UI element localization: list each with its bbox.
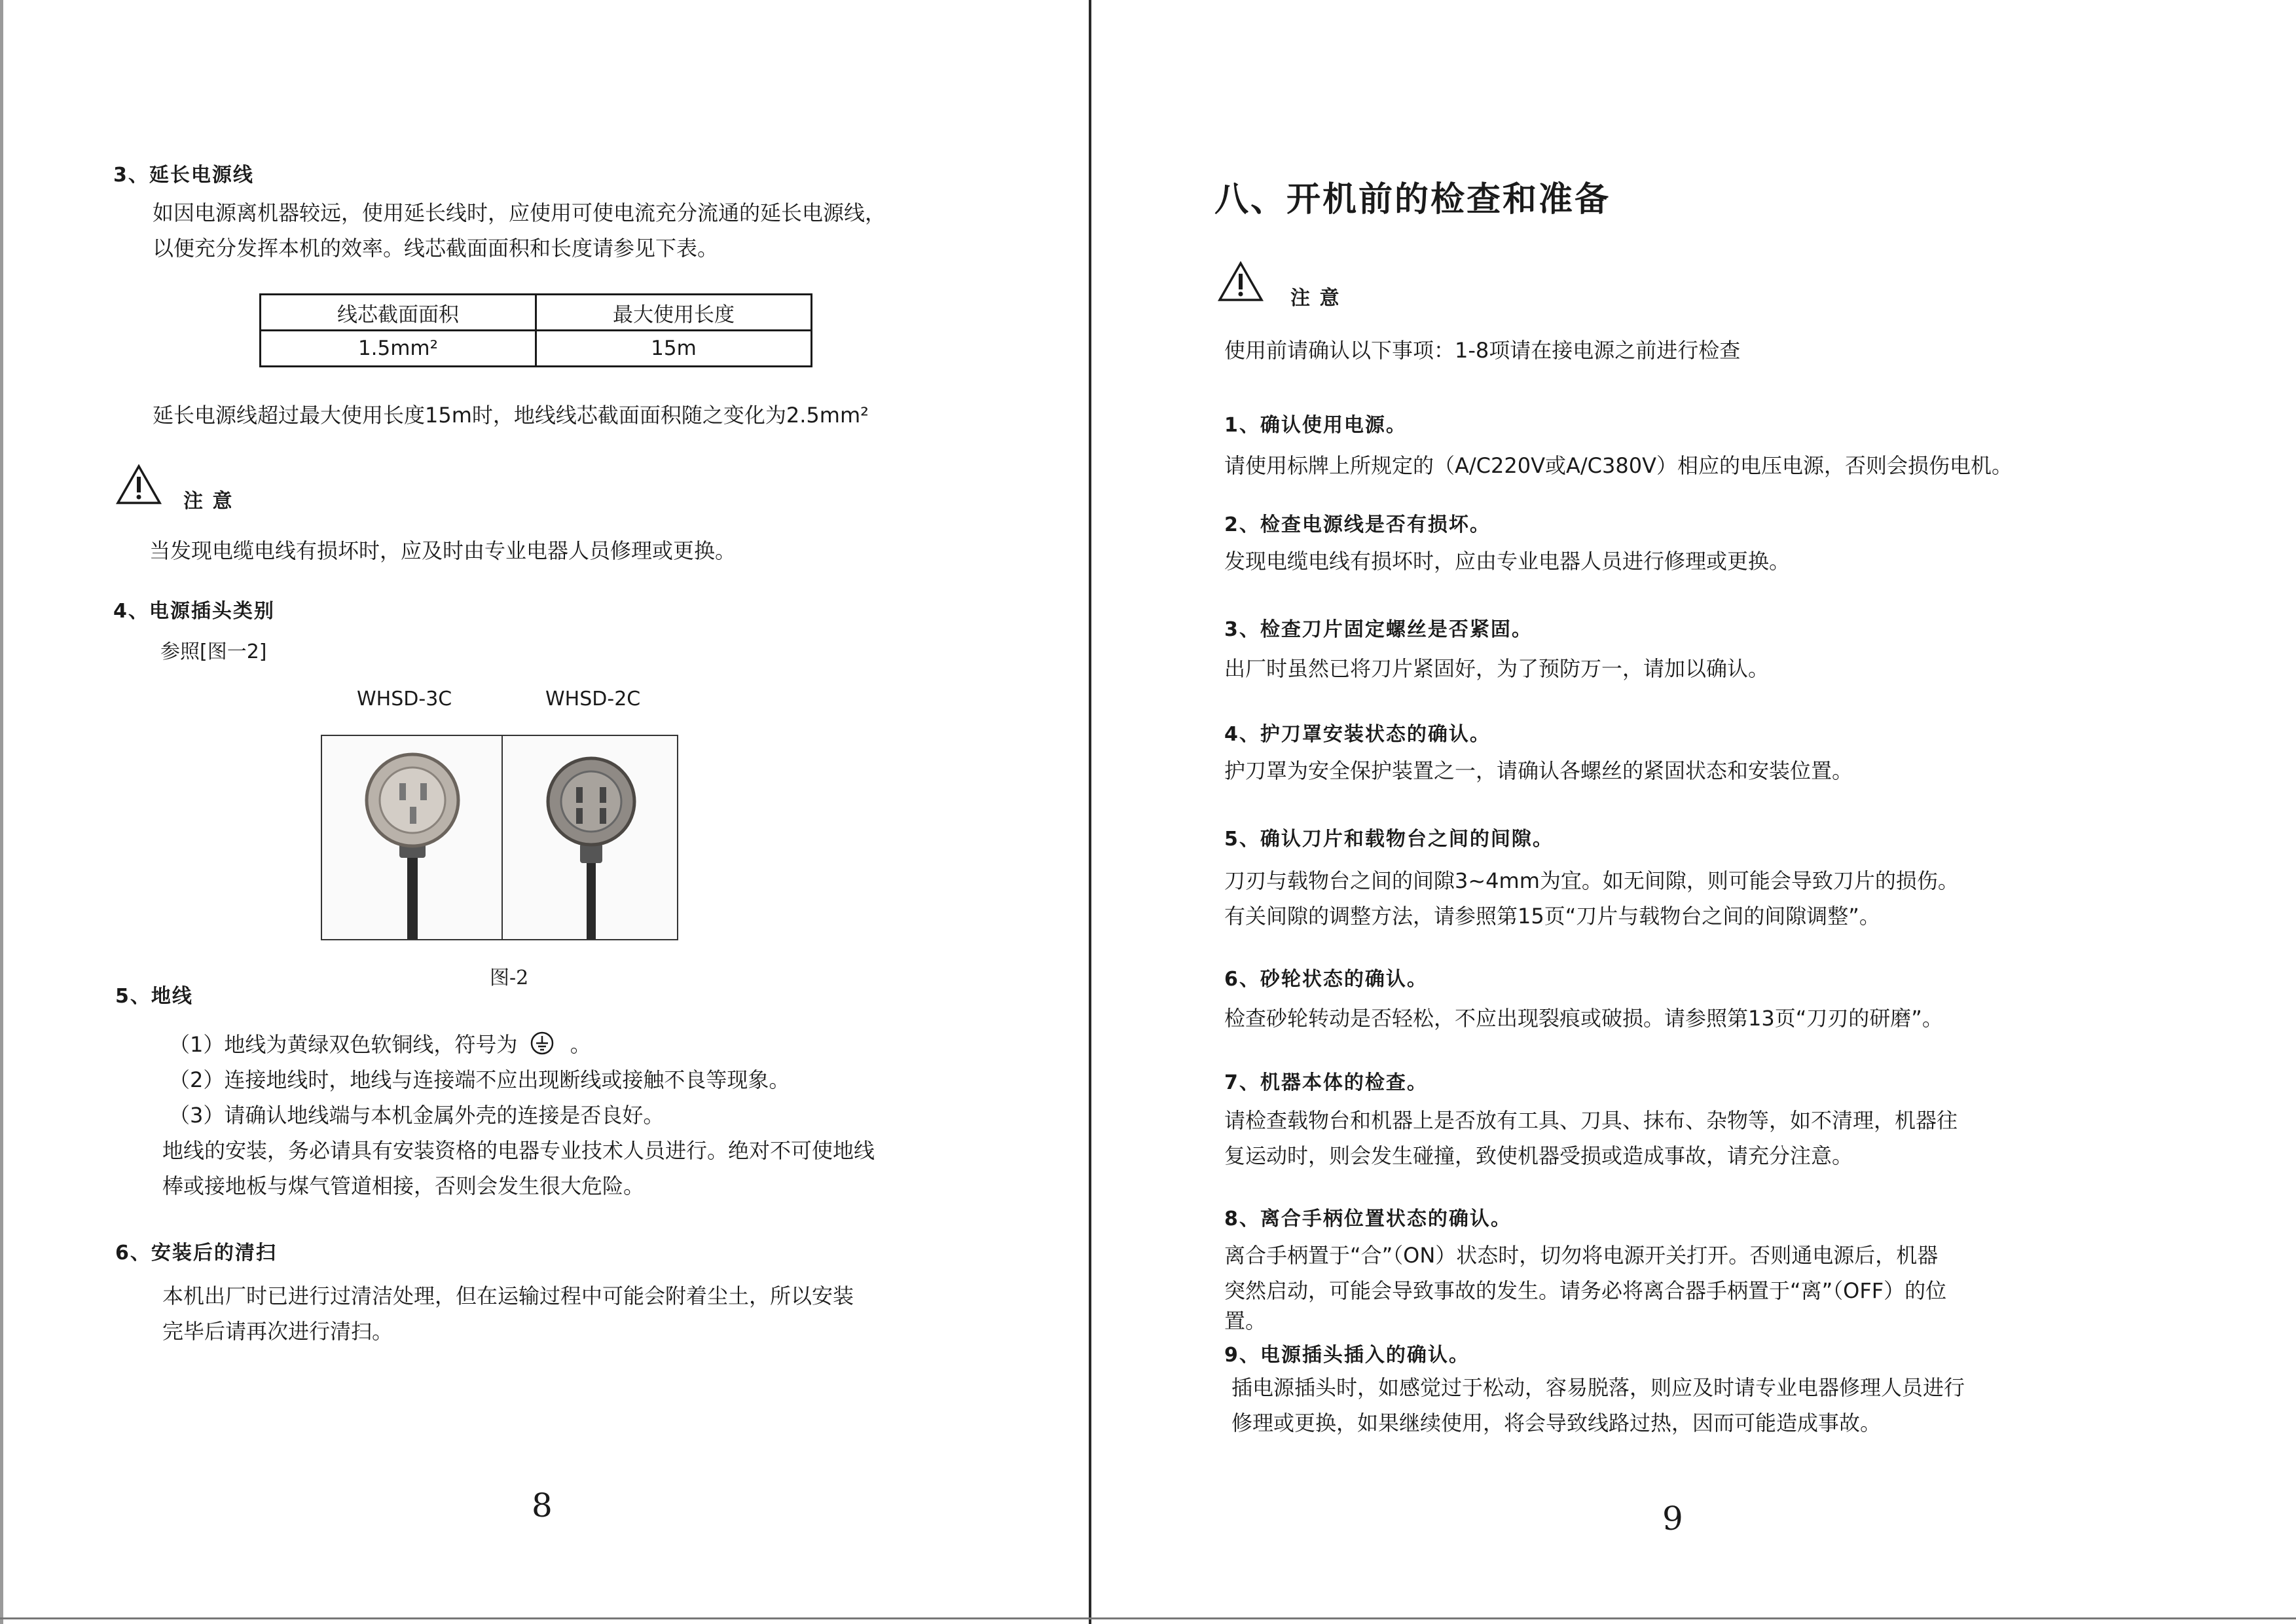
caution-label: 注 意 — [1290, 287, 1341, 310]
check-item-line: 护刀罩为安全保护装置之一，请确认各螺丝的紧固状态和安装位置。 — [1224, 758, 1853, 783]
ground-item-3: （3）请确认地线端与本机金属外壳的连接是否良好。 — [169, 1103, 665, 1128]
section-6-para-line1: 本机出厂时已进行过清洁处理，但在运输过程中可能会附着尘土，所以安装 — [162, 1283, 854, 1308]
right-page — [1097, 0, 2296, 1624]
check-item-heading: 9、电源插头插入的确认。 — [1224, 1344, 1470, 1367]
section-6-heading: 6、安装后的清扫 — [115, 1242, 277, 1264]
check-item-line: 发现电缆电线有损坏时，应由专业电器人员进行修理或更换。 — [1224, 549, 1791, 574]
check-item-line: 离合手柄置于“合”（ON）状态时，切勿将电源开关打开。否则通电源后，机器 — [1224, 1243, 1939, 1268]
warning-icon — [115, 464, 162, 506]
check-item-heading: 8、离合手柄位置状态的确认。 — [1224, 1208, 1512, 1230]
check-item-line: 检查砂轮转动是否轻松，不应出现裂痕或破损。请参照第13页“刀刃的研磨”。 — [1224, 1006, 1943, 1031]
check-item-line: 插电源插头时，如感觉过于松动，容易脱落，则应及时请专业电器修理人员进行 — [1231, 1375, 1965, 1400]
table-header-cell: 线芯截面面积 — [261, 295, 536, 331]
check-item-heading: 3、检查刀片固定螺丝是否紧固。 — [1224, 618, 1533, 641]
table-header-row — [261, 295, 812, 331]
check-item-line: 突然启动，可能会导致事故的发生。请务必将离合器手柄置于“离”（OFF）的位 — [1224, 1278, 1947, 1303]
page-title: 八、开机前的检查和准备 — [1214, 180, 1611, 219]
check-item-heading: 4、护刀罩安装状态的确认。 — [1224, 723, 1491, 746]
left-page — [0, 0, 1088, 1624]
section-3-heading: 3、延长电源线 — [113, 164, 254, 187]
plug-model-label: WHSD-2C — [545, 688, 641, 710]
check-item-line: 刀刃与载物台之间的间隙3~4mm为宜。如无间隙，则可能会导致刀片的损伤。 — [1224, 868, 1959, 893]
table-cell: 1.5mm² — [261, 331, 536, 367]
check-item-line: 复运动时，则会发生碰撞，致使机器受损或造成事故，请充分注意。 — [1224, 1143, 1853, 1168]
page-number: 9 — [1662, 1500, 1683, 1538]
check-item-heading: 5、确认刀片和载物台之间的间隙。 — [1224, 828, 1554, 851]
ground-para-line1: 地线的安装，务必请具有安装资格的电器专业技术人员进行。绝对不可使地线 — [162, 1138, 875, 1163]
plug-3-pin-icon — [322, 736, 503, 939]
ground-item-2: （2）连接地线时，地线与连接端不应出现断线或接触不良等现象。 — [169, 1067, 790, 1092]
check-item-line: 有关间隙的调整方法，请参照第15页“刀片与载物台之间的间隙调整”。 — [1224, 904, 1880, 929]
ground-symbol-icon — [530, 1031, 555, 1056]
plug-model-label: WHSD-3C — [357, 688, 452, 710]
ground-para-line2: 棒或接地板与煤气管道相接，否则会发生很大危险。 — [162, 1173, 645, 1198]
ground-item-1-text: （1）地线为黄绿双色软铜线，符号为 — [169, 1032, 518, 1057]
check-item-heading: 7、机器本体的检查。 — [1224, 1071, 1428, 1094]
plug-photo-whsd-2c — [501, 735, 678, 940]
figure-caption: 图-2 — [490, 967, 529, 989]
warning-icon — [1217, 261, 1264, 303]
figure-reference: 参照[图一2] — [160, 640, 267, 663]
section-3-note: 延长电源线超过最大使用长度15m时，地线线芯截面面积随之变化为2.5mm² — [153, 403, 869, 428]
cable-spec-table — [259, 293, 812, 367]
page-spine — [1089, 0, 1091, 1624]
ground-item-1-end: 。 — [570, 1032, 591, 1057]
check-item-line: 修理或更换，如果继续使用，将会导致线路过热，因而可能造成事故。 — [1231, 1411, 1882, 1435]
table-row — [261, 331, 812, 367]
table-header-cell: 最大使用长度 — [536, 295, 812, 331]
page-number: 8 — [532, 1486, 553, 1524]
section-5-heading: 5、地线 — [115, 985, 193, 1008]
section-6-para-line2: 完毕后请再次进行清扫。 — [162, 1319, 393, 1344]
check-item-line: 请检查载物台和机器上是否放有工具、刀具、抹布、杂物等，如不清理，机器往 — [1224, 1108, 1958, 1133]
check-item-line: 置。 — [1224, 1308, 1267, 1333]
check-item-line: 出厂时虽然已将刀片紧固好，为了预防万一，请加以确认。 — [1224, 656, 1770, 681]
check-item-heading: 6、砂轮状态的确认。 — [1224, 968, 1428, 991]
check-item-heading: 1、确认使用电源。 — [1224, 414, 1407, 437]
plug-4-pin-icon — [503, 736, 677, 939]
section-3-para-line1: 如因电源离机器较远，使用延长线时，应使用可使电流充分流通的延长电源线， — [153, 200, 886, 225]
check-item-line: 请使用标牌上所规定的（A/C220V或A/C380V）相应的电压电源，否则会损伤电机。 — [1224, 453, 2013, 478]
section-4-heading: 4、电源插头类别 — [113, 600, 275, 623]
plug-photo-whsd-3c — [321, 735, 504, 940]
check-item-heading: 2、检查电源线是否有损坏。 — [1224, 513, 1491, 536]
caution-text: 当发现电缆电线有损坏时，应及时由专业电器人员修理或更换。 — [149, 538, 737, 563]
table-cell: 15m — [536, 331, 812, 367]
caution-label: 注 意 — [183, 490, 234, 513]
intro-text: 使用前请确认以下事项：1-8项请在接电源之前进行检查 — [1224, 338, 1741, 363]
section-3-para-line2: 以便充分发挥本机的效率。线芯截面面积和长度请参见下表。 — [153, 236, 719, 261]
ground-item-1 — [169, 1027, 591, 1062]
